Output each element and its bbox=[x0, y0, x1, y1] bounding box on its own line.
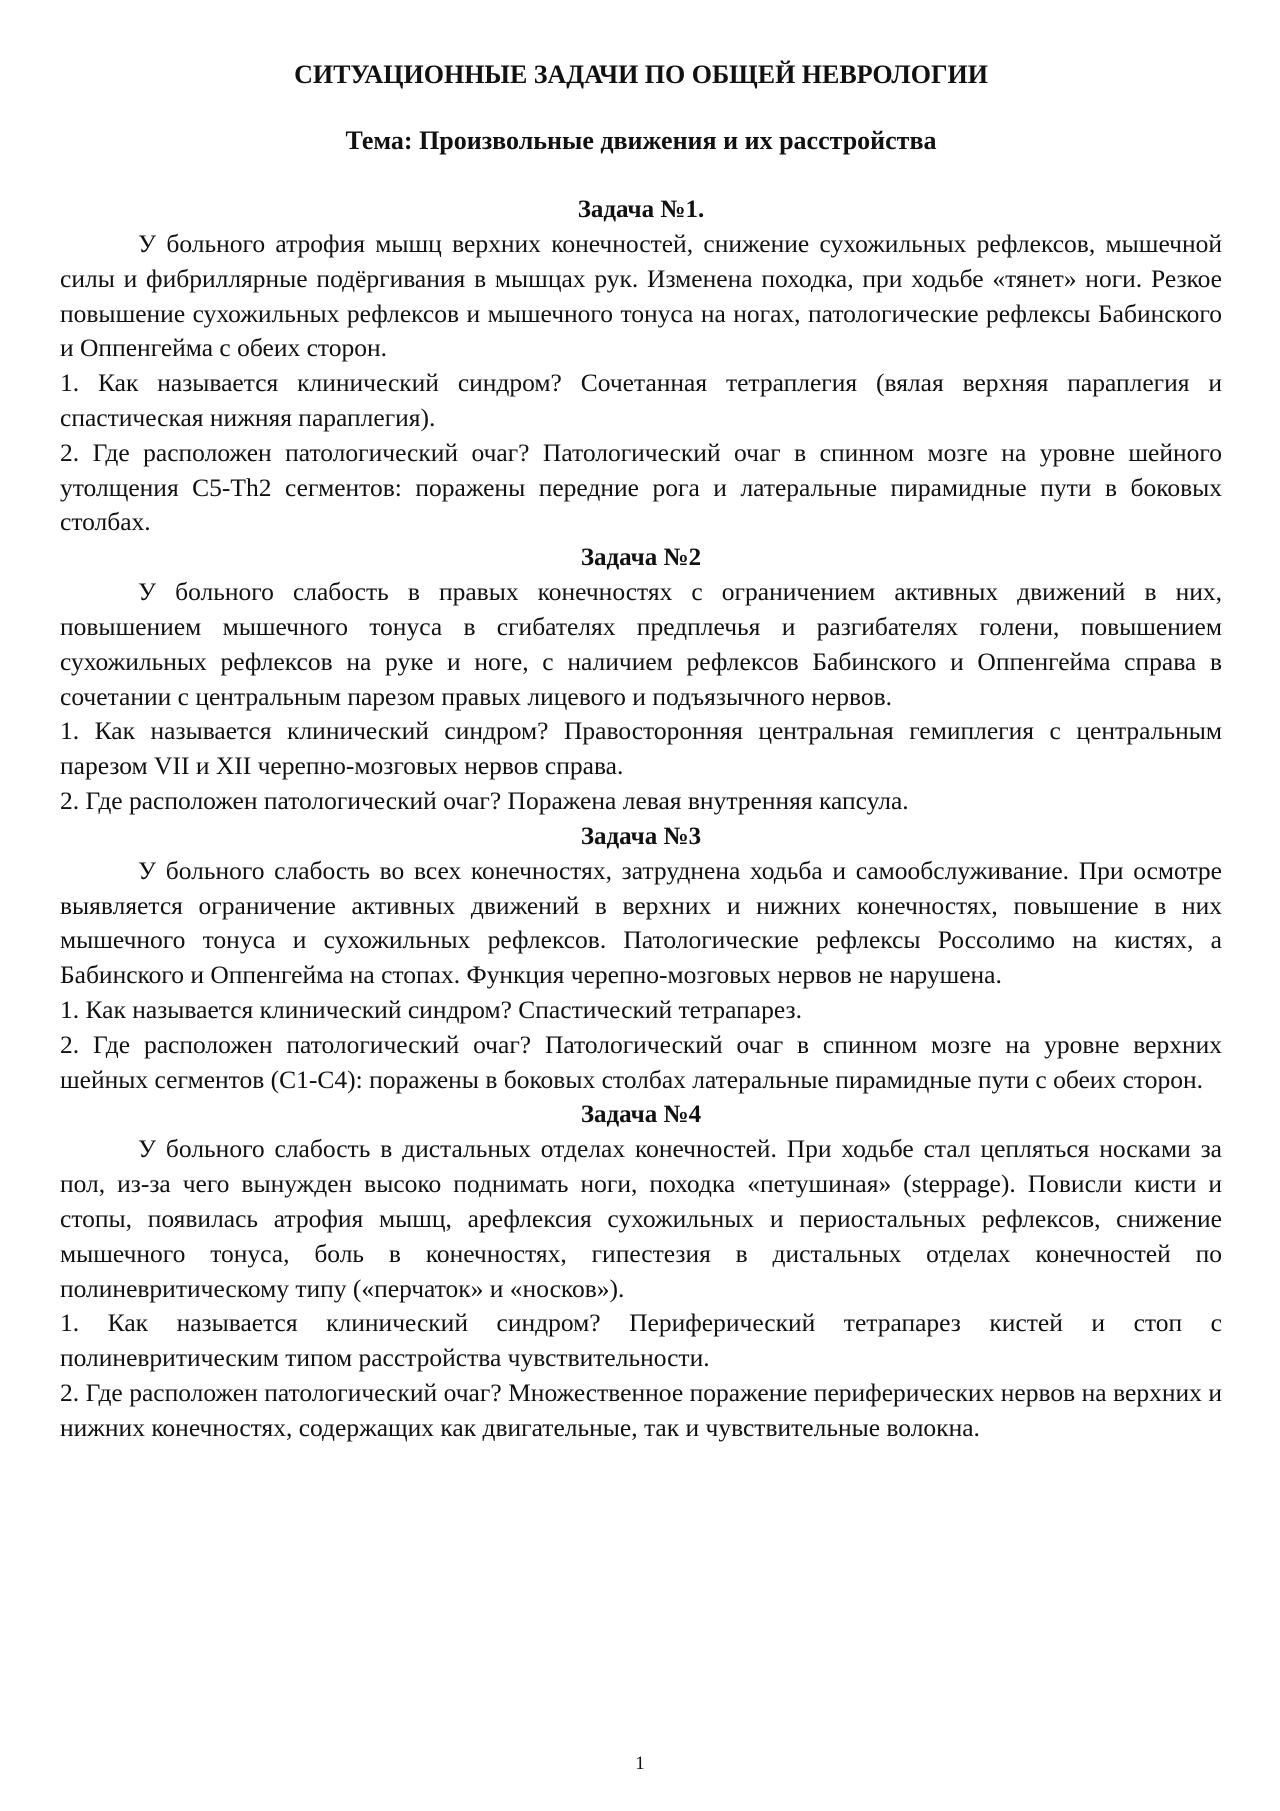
task-description: У больного слабость в правых конечностях с ограничением активных движений в них, повышением мышечного тонуса в сгибателях предплечья и разгибателях голени, повышением сухожильных рефлексов на руке и ноге, с наличием рефлексов Бабинского и Оппенгейма справа в сочетании с центральным парезом правых лицевого и подъязычного нервов. bbox=[60, 577, 1222, 711]
task-heading: Задача №4 bbox=[580, 1101, 702, 1129]
task-question-2: 2. Где расположен патологический очаг? Множественное поражение периферических нервов на верхних и нижних конечностях, содержащих как двигательные, так и чувствительные волокна. bbox=[60, 1377, 1222, 1442]
task-2 bbox=[60, 540, 1222, 819]
document-title: СИТУАЦИОННЫЕ ЗАДАЧИ ПО ОБЩЕЙ НЕВРОЛОГИИ bbox=[294, 60, 988, 89]
task-question-2: 2. Где расположен патологический очаг? Патологический очаг в спинном мозге на уровне шейного утолщения С5-Th2 сегментов: поражены передние рога и латеральные пирамидные пути в боковых столбах. bbox=[60, 437, 1222, 537]
task-question-2: 2. Где расположен патологический очаг? Поражена левая внутренняя капсула. bbox=[60, 785, 909, 815]
task-question-1: 1. Как называется клинический синдром? Периферический тетрапарез кистей и стоп с полиневритическим типом расстройства чувствительности. bbox=[60, 1308, 1222, 1373]
document-subtitle: Тема: Произвольные движения и их расстройства bbox=[345, 126, 937, 155]
task-description: У больного слабость во всех конечностях, затруднена ходьба и самообслуживание. При осмотре выявляется ограничение активных движений в верхних и нижних конечностях, повышение в них мышечного тонуса и сухожильных рефлексов. Патологические рефлексы Россолимо на кистях, а Бабинского и Оппенгейма на стопах. Функция черепно-мозговых нервов не нарушена. bbox=[60, 855, 1222, 990]
task-description: У больного атрофия мышц верхних конечностей, снижение сухожильных рефлексов, мышечной силы и фибриллярные подёргивания в мышцах рук. Изменена походка, при ходьбе «тянет» ноги. Резкое повышение сухожильных рефлексов и мышечного тонуса на ногах, патологические рефлексы Бабинского и Оппенгейма с обеих сторон. bbox=[60, 229, 1222, 363]
task-question-2: 2. Где расположен патологический очаг? Патологический очаг в спинном мозге на уровне верхних шейных сегментов (С1-С4): поражены в боковых столбах латеральные пирамидные пути с обеих сторон. bbox=[60, 1029, 1222, 1094]
task-question-1: 1. Как называется клинический синдром? Сочетанная тетраплегия (вялая верхняя параплегия и спастическая нижняя параплегия). bbox=[60, 368, 1222, 432]
page-number: 1 bbox=[635, 1753, 645, 1774]
task-description: У больного слабость в дистальных отделах конечностей. При ходьбе стал цепляться носками за пол, из-за чего вынужден высоко поднимать ноги, походка «петушиная» (steppage). Повисли кисти и стопы, появилась атрофия мышц, арефлексия сухожильных и периостальных рефлексов, снижение мышечного тонуса, боль в конечностях, гипестезия в дистальных отделах конечностей по полиневритическому типу («перчаток» и «носков»). bbox=[60, 1134, 1222, 1303]
task-1 bbox=[60, 192, 1222, 540]
task-heading: Задача №3 bbox=[580, 822, 702, 850]
task-question-1: 1. Как называется клинический синдром? Правосторонняя центральная гемиплегия с центральным парезом VII и XII черепно-мозговых нервов справа. bbox=[60, 716, 1222, 781]
task-heading: Задача №2 bbox=[580, 544, 702, 572]
task-question-1: 1. Как называется клинический синдром? Спастический тетрапарез. bbox=[60, 994, 802, 1024]
document-page bbox=[60, 58, 1222, 1446]
task-3 bbox=[60, 819, 1222, 1098]
task-heading: Задача №1. bbox=[577, 196, 705, 223]
task-4 bbox=[60, 1097, 1222, 1445]
